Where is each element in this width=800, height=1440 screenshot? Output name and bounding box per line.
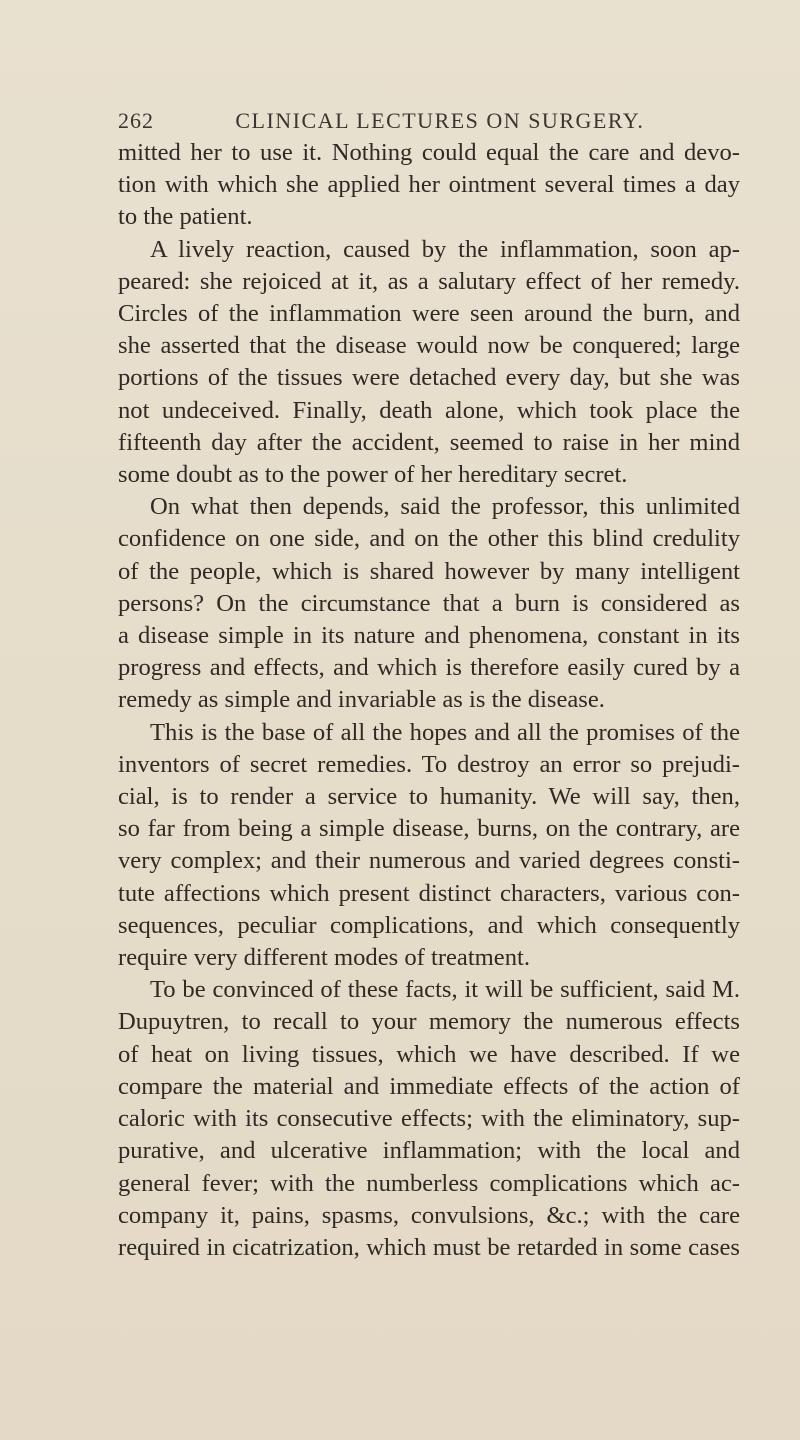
text-line: fifteenth day after the accident, seemed to raise in her mind [118,428,740,456]
text-line: confidence on one side, and on the other this blind credulity [118,525,740,553]
text-line: caloric with its consecutive effects; with the eliminatory, sup- [118,1105,740,1133]
text-line: remedy as simple and invariable as is the disease. [118,686,605,714]
text-line: purative, and ulcerative inflammation; with the local and [118,1137,740,1165]
text-line: of heat on living tissues, which we have described. If we [118,1040,740,1068]
page-number: 262 [118,108,154,133]
running-title: CLINICAL LECTURES ON SURGERY. [235,108,645,133]
text-line: sequences, peculiar complications, and which consequently [118,911,740,939]
text-line: to the patient. [118,203,253,231]
text-line: mitted her to use it. Nothing could equal the care and devo- [118,139,740,166]
text-line: persons? On the circumstance that a burn is considered as [118,589,740,617]
text-line: A lively reaction, caused by the inflammation, soon ap- [150,235,740,263]
text-line: a disease simple in its nature and phenomena, constant in its [118,622,740,650]
text-line: of the people, which is shared however by many intelligent [118,557,740,585]
text-line: To be convinced of these facts, it will be sufficient, said M. [150,976,740,1004]
text-line: portions of the tissues were detached every day, but she was [118,364,740,392]
text-line: compare the material and immediate effects of the action of [118,1072,740,1100]
text-line: some doubt as to the power of her hereditary secret. [118,461,628,489]
text-line: This is the base of all the hopes and all the promises of the [150,718,740,746]
text-line: On what then depends, said the professor, this unlimited [150,493,740,521]
text-line: cial, is to render a service to humanity. We will say, then, [118,783,740,811]
text-line: tute affections which present distinct characters, various con- [118,879,740,907]
text-line: general fever; with the numberless complications which ac- [118,1169,740,1197]
text-line: require very different modes of treatment. [118,944,531,972]
body-text [118,137,740,1264]
running-head [118,108,718,134]
text-line: very complex; and their numerous and varied degrees consti- [118,847,740,875]
text-line: inventors of secret remedies. To destroy an error so prejudi- [118,750,740,778]
text-line: so far from being a simple disease, burns, on the contrary, are [118,815,740,843]
text-line: Dupuytren, to recall to your memory the numerous effects [118,1008,740,1036]
text-line: Circles of the inflammation were seen around the burn, and [118,300,740,328]
text-line: not undeceived. Finally, death alone, which took place the [118,396,740,424]
text-line: she asserted that the disease would now be conquered; large [118,332,740,360]
text-line: company it, pains, spasms, convulsions, &c.; with the care [118,1201,740,1229]
text-line: peared: she rejoiced at it, as a salutary effect of her remedy. [118,267,740,295]
text-line: required in cicatrization, which must be retarded in some cases [118,1233,740,1261]
text-line: tion with which she applied her ointment several times a day [118,171,740,199]
text-line: progress and effects, and which is therefore easily cured by a [118,654,740,682]
